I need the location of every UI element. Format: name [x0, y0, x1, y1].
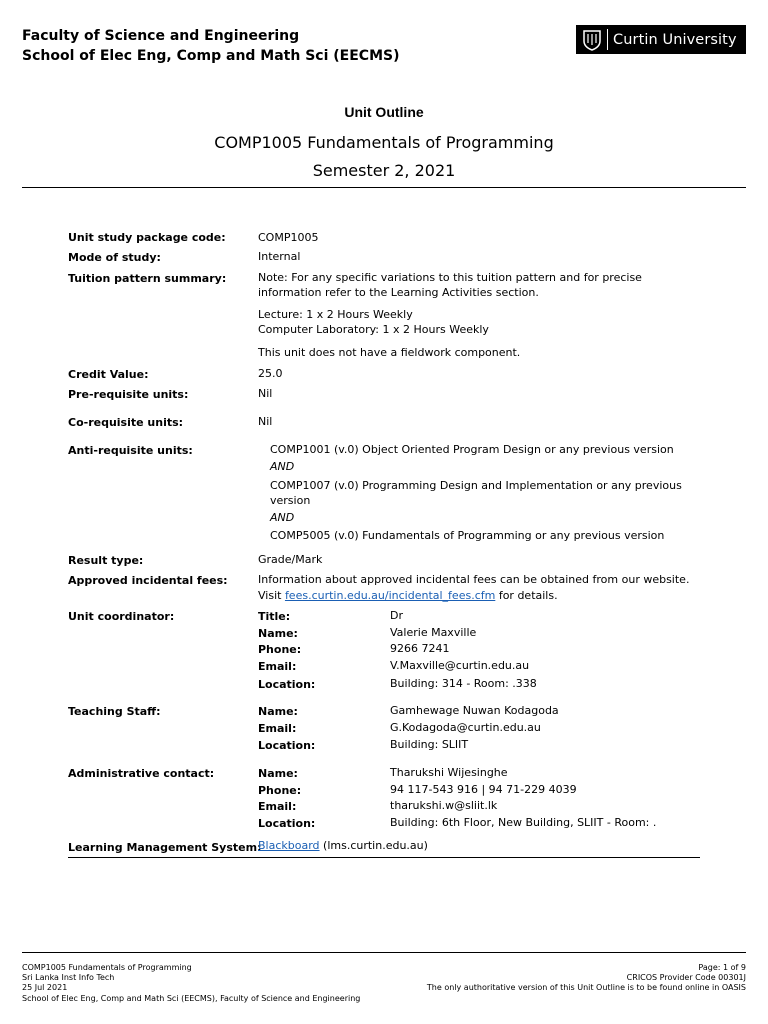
antireq-item: COMP5005 (v.0) Fundamentals of Programming or any previous version	[270, 529, 665, 542]
prereq-value: Nil	[258, 387, 273, 400]
lms-label: Learning Management System:	[68, 841, 262, 854]
coordinator-name-label: Name:	[258, 627, 298, 640]
teaching-email-value: G.Kodagoda@curtin.edu.au	[390, 721, 541, 734]
tuition-fieldwork: This unit does not have a fieldwork component.	[258, 346, 521, 359]
footer-divider	[22, 952, 746, 953]
footer-page-number: Page: 1 of 9	[698, 963, 746, 972]
admin-label: Administrative contact:	[68, 767, 215, 780]
admin-location-value: Building: 6th Floor, New Building, SLIIT - Room: .	[390, 816, 657, 829]
coordinator-location-value: Building: 314 - Room: .338	[390, 677, 537, 690]
semester: Semester 2, 2021	[312, 161, 456, 180]
coordinator-phone-label: Phone:	[258, 643, 302, 656]
credit-value: 25.0	[258, 367, 283, 380]
school-name: School of Elec Eng, Comp and Math Sci (EECMS)	[22, 48, 400, 64]
logo-divider	[607, 29, 608, 50]
blackboard-link[interactable]: Blackboard	[258, 839, 320, 852]
coordinator-title-value: Dr	[390, 609, 403, 622]
result-label: Result type:	[68, 554, 144, 567]
admin-location-label: Location:	[258, 817, 316, 830]
coordinator-title-label: Title:	[258, 610, 291, 623]
faculty-name: Faculty of Science and Engineering	[22, 28, 300, 44]
admin-phone-label: Phone:	[258, 784, 302, 797]
fees-end-text: for details.	[495, 589, 558, 602]
doc-heading: Unit Outline	[344, 104, 424, 120]
coordinator-name-value: Valerie Maxville	[390, 626, 477, 639]
coordinator-email-label: Email:	[258, 660, 297, 673]
teaching-location-label: Location:	[258, 739, 316, 752]
coordinator-phone-value: 9266 7241	[390, 642, 450, 655]
fees-visit	[258, 588, 558, 603]
teaching-label: Teaching Staff:	[68, 705, 161, 718]
credit-label: Credit Value:	[68, 368, 149, 381]
curtin-logo	[576, 25, 746, 54]
result-value: Grade/Mark	[258, 553, 323, 566]
tuition-lecture: Lecture: 1 x 2 Hours Weekly	[258, 308, 413, 321]
footer-date: 25 Jul 2021	[22, 983, 68, 992]
fees-link[interactable]: fees.curtin.edu.au/incidental_fees.cfm	[284, 589, 496, 602]
lms-value	[258, 838, 428, 853]
antireq-item: COMP1007 (v.0) Programming Design and Implementation or any previous version	[270, 479, 682, 507]
coordinator-location-label: Location:	[258, 678, 316, 691]
tuition-label: Tuition pattern summary:	[68, 272, 227, 285]
teaching-name-label: Name:	[258, 705, 298, 718]
teaching-email-label: Email:	[258, 722, 297, 735]
tuition-note: Note: For any specific variations to this tuition pattern and for precise information refer to the Learning Activities section.	[258, 271, 642, 299]
tuition-lab: Computer Laboratory: 1 x 2 Hours Weekly	[258, 323, 489, 336]
lms-url-text: (lms.curtin.edu.au)	[319, 839, 428, 852]
usp-label: Unit study package code:	[68, 231, 226, 244]
fees-text: Information about approved incidental fees can be obtained from our website.	[258, 573, 690, 586]
antireq-item: COMP1001 (v.0) Object Oriented Program Design or any previous version	[270, 443, 674, 456]
fees-visit-text: Visit	[258, 589, 285, 602]
unit-title: COMP1005 Fundamentals of Programming	[214, 133, 554, 152]
footer-cricos: CRICOS Provider Code 00301J	[626, 973, 746, 982]
coordinator-email-value: V.Maxville@curtin.edu.au	[390, 659, 530, 672]
title-divider	[22, 187, 746, 188]
prereq-label: Pre-requisite units:	[68, 388, 189, 401]
coreq-value: Nil	[258, 415, 273, 428]
mode-value: Internal	[258, 250, 301, 263]
teaching-location-value: Building: SLIIT	[390, 738, 469, 751]
footer-unit: COMP1005 Fundamentals of Programming	[22, 963, 192, 972]
footer-school: School of Elec Eng, Comp and Math Sci (EECMS), Faculty of Science and Engineering	[22, 994, 361, 1003]
and-connector: AND	[270, 511, 295, 524]
crest-icon	[582, 29, 602, 51]
document-header	[22, 26, 399, 66]
mode-label: Mode of study:	[68, 251, 161, 264]
admin-name-label: Name:	[258, 767, 298, 780]
and-connector: AND	[270, 460, 295, 473]
footer-campus: Sri Lanka Inst Info Tech	[22, 973, 115, 982]
admin-phone-value: 94 117-543 916 | 94 71-229 4039	[390, 783, 577, 796]
teaching-name-value: Gamhewage Nuwan Kodagoda	[390, 704, 559, 717]
admin-name-value: Tharukshi Wijesinghe	[390, 766, 508, 779]
usp-value: COMP1005	[258, 231, 319, 244]
logo-text: Curtin University	[613, 31, 737, 48]
fees-label: Approved incidental fees:	[68, 574, 228, 587]
coordinator-label: Unit coordinator:	[68, 610, 175, 623]
footer-authoritative-note: The only authoritative version of this Unit Outline is to be found online in OASIS	[426, 983, 746, 992]
table-end-divider	[68, 857, 700, 858]
coreq-label: Co-requisite units:	[68, 416, 184, 429]
admin-email-value: tharukshi.w@sliit.lk	[390, 799, 498, 812]
admin-email-label: Email:	[258, 800, 297, 813]
antireq-label: Anti-requisite units:	[68, 444, 193, 457]
